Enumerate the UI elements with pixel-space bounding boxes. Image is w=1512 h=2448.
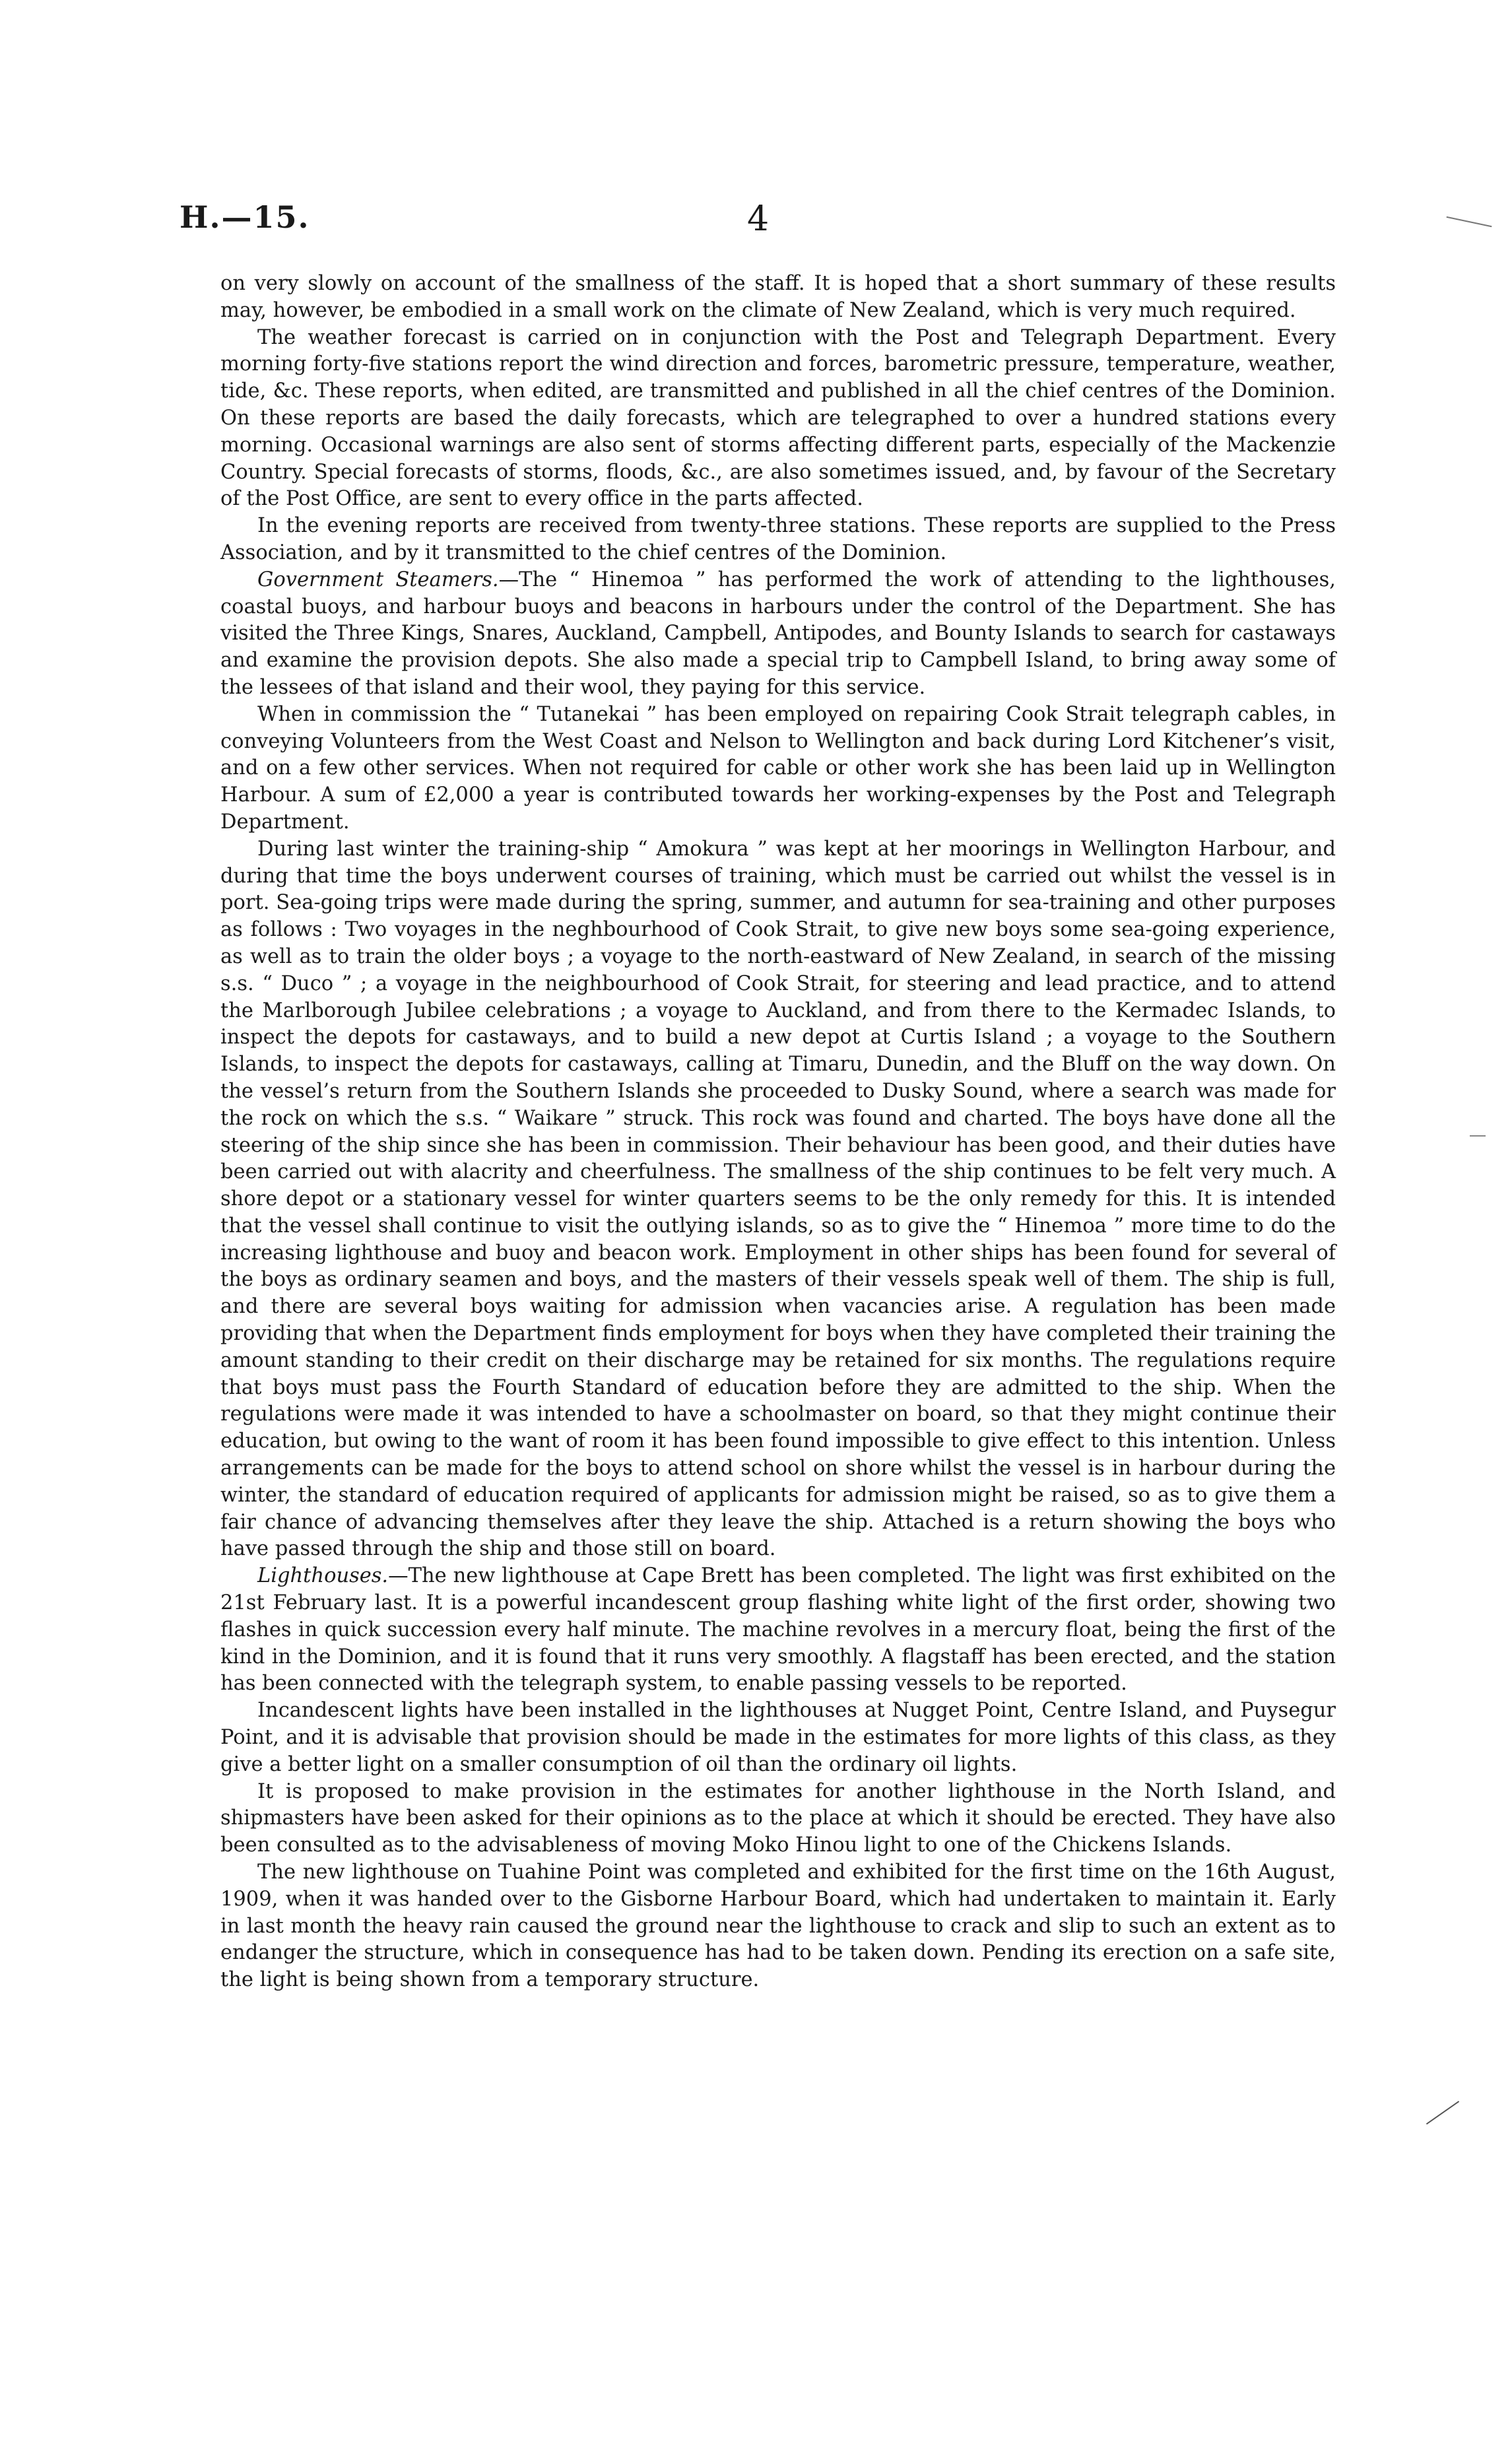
paragraph-text: When in commission the “ Tutanekai ” has been employed on repairing Cook Strait telegraph cables, in conveying Volunteers from the West Coast and Nelson to Wellington and back during Lord Kitchener’s visit, and on a few other services. When not required for cable or other work she has been laid up in Wellington Harbour. A sum of £2,000 a year is contributed towards her working-expenses by the Post and Telegraph Department. [220,702,1336,834]
paragraph-text: on very slowly on account of the smallness of the staff. It is hoped that a short summary of these results may, however, be embodied in a small work on the climate of New Zealand, which is very much required. [220,272,1336,322]
paragraph-lighthouses [220,1563,1336,1698]
report-body [220,271,1336,1994]
paragraph-text: The weather forecast is carried on in conjunction with the Post and Telegraph Department. Every morning forty-five stations report the wind direction and forces, barometric pressure, temperature, weather, tide, &c. These reports, when edited, are transmitted and published in all the chief centres of the Dominion. On these reports are based the daily forecasts, which are telegraphed to over a hundred stations every morning. Occasional warnings are also sent of storms affecting different parts, especially of the Mackenzie Country. Special forecasts of storms, floods, &c., are also sometimes issued, and, by favour of the Secretary of the Post Office, are sent to every office in the parts affected. [220,325,1336,511]
paragraph-tuahine-point [220,1859,1336,1994]
paragraph-text: —The new lighthouse at Cape Brett has been completed. The light was first exhibited on the 21st February last. It is a powerful incandescent group flashing white light of the first order, showing two flashes in quick succession every half minute. The machine revolves in a mercury float, being the first of the kind in the Dominion, and it is found that it runs very smoothly. A flagstaff has been erected, and the station has been connected with the telegraph system, to enable passing vessels to be reported. [220,1564,1336,1696]
paragraph-weather-forecast [220,325,1336,513]
section-heading-lighthouses: Lighthouses. [257,1564,389,1588]
paragraph-incandescent-lights [220,1698,1336,1778]
margin-pencil-mark [1426,2101,1459,2125]
margin-pencil-mark [1447,216,1492,228]
paragraph-text: During last winter the training-ship “ Amokura ” was kept at her moorings in Wellington Harbour, and during that time the boys underwent courses of training, which must be carried out whilst the vessel is in port. Sea-going trips were made during the spring, summer, and autumn for sea-training and other purposes as follows : Two voyages in the neghbourhood of Cook Strait, to give new boys some sea-going experience, as well as to train the older boys ; a voyage to the north-eastward of New Zealand, in search of the missing s.s. “ Duco ” ; a voyage in the neighbourhood of Cook Strait, for steering and lead practice, and to attend the Marlborough Jubilee celebrations ; a voyage to Auckland, and from there to the Kermadec Islands, to inspect the depots for castaways, and to build a new depot at Curtis Island ; a voyage to the Southern Islands, to inspect the depots for castaways, calling at Timaru, Dunedin, and the Bluff on the way down. On the vessel’s return from the Southern Islands she proceeded to Dusky Sound, where a search was made for the rock on which the s.s. “ Waikare ” struck. This rock was found and charted. The boys have done all the steering of the ship since she has been in commission. Their behaviour has been good, and their duties have been carried out with alacrity and cheerfulness. The smallness of the ship continues to be felt very much. A shore depot or a stationary vessel for winter quarters seems to be the only remedy for this. It is intended that the vessel shall continue to visit the outlying islands, so as to give the “ Hinemoa ” more time to do the increasing lighthouse and buoy and beacon work. Employment in other ships has been found for several of the boys as ordinary seamen and boys, and the masters of their vessels speak well of them. The ship is full, and there are several boys waiting for admission when vacancies arise. A regulation has been made providing that when the Department finds employment for boys when they have completed their training the amount standing to their credit on their discharge may be retained for six months. The regulations require that boys must pass the Fourth Standard of education before they are admitted to the ship. When the regulations were made it was intended to have a schoolmaster on board, so that they might continue their education, but owing to the want of room it has been found impossible to give effect to this intention. Unless arrangements can be made for the boys to attend school on shore whilst the vessel is in harbour during the winter, the standard of education required of applicants for admission might be raised, so as to give them a fair chance of advancing themselves after they leave the ship. Attached is a return showing the boys who have passed through the ship and those still on board. [220,837,1336,1561]
paragraph-text: In the evening reports are received from twenty-three stations. These reports are supplied to the Press Association, and by it transmitted to the chief centres of the Dominion. [220,514,1336,564]
margin-pencil-mark [1470,1135,1486,1137]
paragraph-text: It is proposed to make provision in the estimates for another lighthouse in the North Island, and shipmasters have been asked for their opinions as to the place at which it should be erected. They have also been consulted as to the advisableness of moving Moko Hinou light to one of the Chickens Islands. [220,1779,1336,1857]
page-number: 4 [747,199,770,239]
paragraph-training-ship [220,836,1336,1564]
paragraph-climate-summary [220,271,1336,325]
paragraph-text: The new lighthouse on Tuahine Point was completed and exhibited for the first time on the 16th August, 1909, when it was handed over to the Gisborne Harbour Board, which had undertaken to maintain it. Early in last month the heavy rain caused the ground near the lighthouse to crack and slip to such an extent as to endanger the structure, which in consequence has had to be taken down. Pending its erection on a safe site, the light is being shown from a temporary structure. [220,1861,1336,1992]
paragraph-north-island-lighthouse [220,1779,1336,1859]
paragraph-evening-reports [220,513,1336,567]
paragraph-text: —The “ Hinemoa ” has performed the work of attending to the lighthouses, coastal buoys, and harbour buoys and beacons in harbours under the control of the Department. She has visited the Three Kings, Snares, Auckland, Campbell, Antipodes, and Bounty Islands to search for castaways and examine the provision depots. She also made a special trip to Campbell Island, to bring away some of the lessees of that island and their wool, they paying for this service. [220,568,1336,699]
paragraph-text: Incandescent lights have been installed in the lighthouses at Nugget Point, Centre Island, and Puysegur Point, and it is advisable that provision should be made in the estimates for more lights of this class, as they give a better light on a smaller consumption of oil than the ordinary oil lights. [220,1699,1336,1776]
paragraph-government-steamers [220,567,1336,702]
paragraph-tutanekai [220,702,1336,836]
page-header [180,199,1343,246]
section-heading-government-steamers: Government Steamers. [257,568,499,591]
document-code: H.—15. [180,199,310,235]
